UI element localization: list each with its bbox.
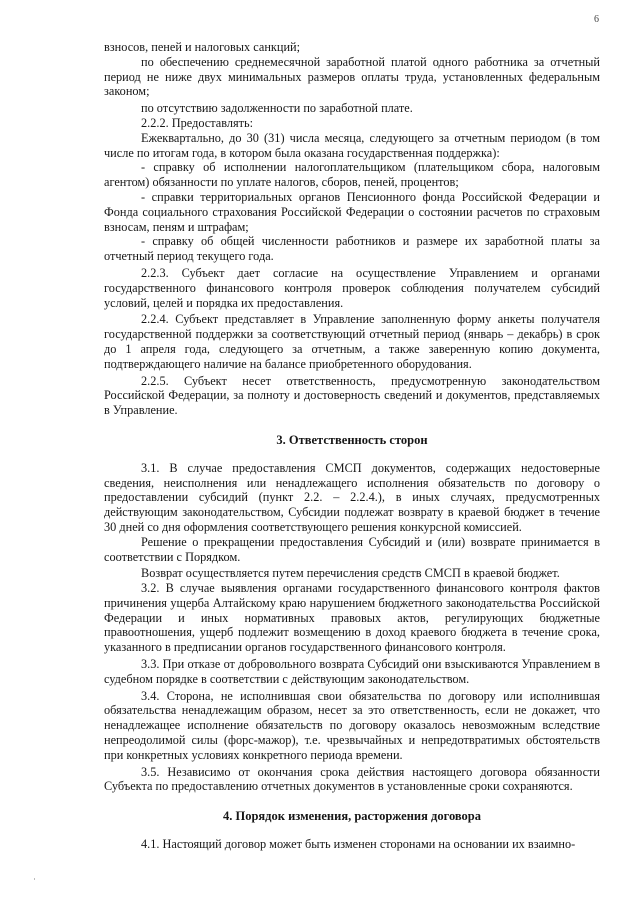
document-body <box>104 40 600 852</box>
paragraph: 3.2. В случае выявления органами государственного финансового контроля фактов причинения ущерба Алтайскому краю нарушением бюджетного законодательства Российской Федерации и иных нормативных правовых актов, регулирующих бюджетные правоотношения, ущерб подлежит возмещению в доход краевого бюджета в течение срока, указанного в предписании органов государственного финансового контроля. <box>104 581 600 655</box>
paragraph: Возврат осуществляется путем перечисления средств СМСП в краевой бюджет. <box>141 566 560 581</box>
paragraph: по отсутствию задолженности по заработной плате. <box>141 101 413 116</box>
paragraph: 3.1. В случае предоставления СМСП документов, содержащих недостоверные сведения, неисполнения или ненадлежащего исполнения обязательств по договору о предоставлении субсидий (пункт 2.2. – 2.2.4.), в иных случаях, предусмотренных действующим законодательством, Субсидии подлежат возврату в краевой бюджет в течение 30 дней со дня оформления соответствующего решения конкурсной комиссией. <box>104 460 600 534</box>
paragraph: - справки территориальных органов Пенсионного фонда Российской Федерации и Фонда социального страхования Российской Федерации о состоянии расчетов по страховым взносам, пеням и штрафам; <box>104 189 600 234</box>
page-number: 6 <box>594 14 599 25</box>
paragraph: 4.1. Настоящий договор может быть изменен сторонами на основании их взаимно- <box>141 837 576 852</box>
paragraph: 3.4. Сторона, не исполнившая свои обязательства по договору или исполнившая обязательства ненадлежащим образом, несет за это ответственность, если не докажет, что ненадлежащее исполнение обязательств по договору оказалось невозможным вследствие непреодолимой силы (форс-мажор), т.е. чрезвычайных и непредотвратимых обстоятельств при конкретных условиях конкретного периода времени. <box>104 688 600 762</box>
paragraph: 2.2.2. Предоставлять: <box>141 115 254 130</box>
scan-speck <box>34 878 35 880</box>
section-heading: 4. Порядок изменения, расторжения договора <box>222 809 482 824</box>
paragraph: взносов, пеней и налоговых санкций; <box>104 40 301 54</box>
paragraph: по обеспечению среднемесячной заработной платой одного работника за отчетный период не ниже двух минимальных размеров оплаты труда, установленных федеральным законом; <box>104 54 600 99</box>
paragraph: 2.2.3. Субъект дает согласие на осуществление Управлением и органами государственного финансового контроля проверок соблюдения получателем субсидий условий, целей и порядка их предоставления. <box>104 265 600 310</box>
paragraph: - справку об исполнении налогоплательщиком (плательщиком сбора, налоговым агентом) обязанности по уплате налогов, сборов, пеней, процентов; <box>104 160 600 190</box>
paragraph: 2.2.4. Субъект представляет в Управление заполненную форму анкеты получателя государственной поддержки за соответствующий отчетный период (январь – декабрь) в срок до 1 апреля года, следующего за отчетным, а также заверенную копию документа, подтверждающего наличие на балансе приобретенного оборудования. <box>104 312 600 371</box>
section-heading: 3. Ответственность сторон <box>276 432 428 447</box>
paragraph: - справку об общей численности работников и размере их заработной платы за отчетный период текущего года. <box>104 234 600 264</box>
paragraph: 3.3. При отказе от добровольного возврата Субсидий они взыскиваются Управлением в судебном порядке в соответствии с действующим законодательством. <box>104 657 600 686</box>
paragraph: Решение о прекращении предоставления Субсидий и (или) возврате принимается в соответствии с Порядком. <box>104 534 600 564</box>
paragraph: 2.2.5. Субъект несет ответственность, предусмотренную законодательством Российской Федерации, за полноту и достоверность сведений и документов, представляемых в Управление. <box>104 373 600 418</box>
paragraph: 3.5. Независимо от окончания срока действия настоящего договора обязанности Субъекта по предоставлению отчетных документов в установленные сроки сохраняются. <box>104 764 600 794</box>
paragraph: Ежеквартально, до 30 (31) числа месяца, следующего за отчетным периодом (в том числе по итогам года, в котором была оказана государственная поддержка): <box>104 130 600 160</box>
